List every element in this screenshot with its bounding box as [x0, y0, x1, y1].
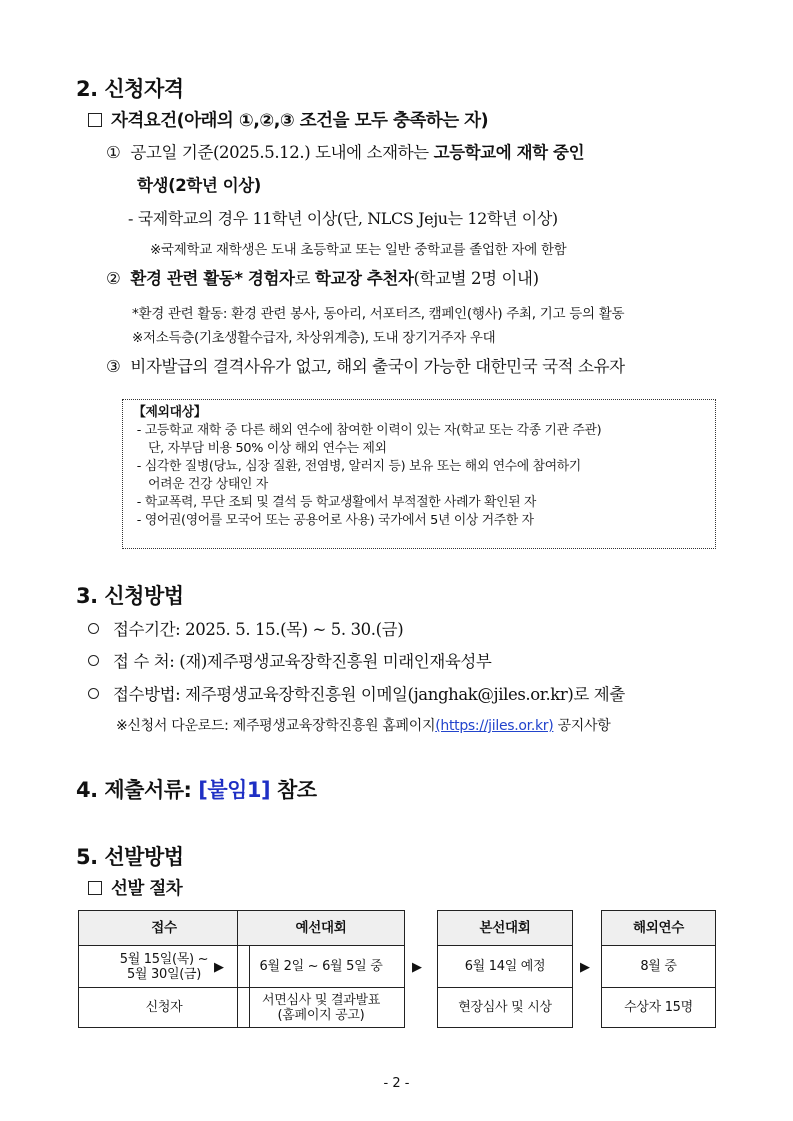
flow-step-desc: 서면심사 및 결과발표 (홈페이지 공고): [238, 987, 404, 1027]
exclusion-line: - 고등학교 재학 중 다른 해외 연수에 참여한 이력이 있는 자(학교 또는 각종 기관 주관): [133, 423, 602, 438]
checkbox-square-icon: [88, 881, 102, 895]
application-method-text: 접수방법: 제주평생교육장학진흥원 이메일(janghak@jiles.or.kr)로 제출: [113, 685, 625, 704]
page-number: - 2 -: [383, 1076, 410, 1091]
flow-step-desc: 신청자: [79, 987, 249, 1027]
procedure-title: 선발 절차: [111, 879, 183, 899]
exclusion-line: 단, 자부담 비용 50% 이상 해외 연수는 제외: [133, 441, 387, 456]
section-4-suffix: 참조: [270, 778, 317, 802]
requirement-3-text: 비자발급의 결격사유가 없고, 해외 출국이 가능한 대한민국 국적 소유자: [130, 357, 625, 376]
requirements-heading: [88, 107, 488, 132]
download-suffix: 공지사항: [553, 718, 611, 734]
requirement-1-note: ※국제학교 재학생은 도내 초등학교 또는 일반 중학교를 졸업한 자에 한함: [150, 242, 567, 258]
requirement-1-bold: 고등학교에 재학 중인: [433, 143, 585, 162]
exclusion-line: - 심각한 질병(당뇨, 심장 질환, 전염병, 알러지 등) 보유 또는 해외 연수에 참여하기: [133, 459, 581, 474]
application-period: [88, 616, 403, 640]
requirement-1-number: ①: [106, 143, 121, 162]
checkbox-square-icon: [88, 113, 102, 127]
flow-step-receipt: [78, 910, 250, 1028]
download-note: [116, 715, 610, 735]
requirement-2-note-2: ※저소득층(기초생활수급자, 차상위계층), 도내 장기거주자 우대: [132, 330, 496, 346]
flow-arrow-icon: ▶: [580, 960, 590, 975]
section-3-title: 3. 신청방법: [76, 584, 184, 608]
application-place-text: 접 수 처: (재)제주평생교육장학진흥원 미래인재육성부: [113, 652, 492, 671]
flow-step-head: 해외연수: [602, 911, 715, 945]
procedure-heading: [88, 875, 182, 900]
exclusions-box: [122, 399, 716, 549]
requirement-2-note-1: *환경 관련 활동: 환경 관련 봉사, 동아리, 서포터즈, 캠페인(행사) 주최, 기고 등의 활동: [132, 306, 625, 322]
flow-arrow-icon: ▶: [412, 960, 422, 975]
requirement-1-text: 공고일 기준(2025.5.12.) 도내에 소재하는: [130, 143, 434, 162]
application-method: [88, 681, 625, 705]
requirement-2-number: ②: [106, 269, 121, 288]
homepage-link[interactable]: (https://jiles.or.kr): [435, 718, 554, 734]
flow-step-date: 6월 2일 ~ 6월 5일 중: [238, 945, 404, 987]
application-period-text: 접수기간: 2025. 5. 15.(목) ~ 5. 30.(금): [113, 620, 404, 639]
requirement-1: [106, 139, 584, 163]
flow-step-date: 6월 14일 예정: [438, 945, 572, 987]
section-5-title: 5. 선발방법: [76, 845, 184, 869]
attachment-ref: [붙임1]: [198, 778, 271, 802]
requirement-1-continued: [137, 172, 261, 196]
section-4-label: 4. 제출서류:: [76, 778, 199, 802]
flow-step-preliminary: [237, 910, 405, 1028]
flow-step-date: 5월 15일(목) ~ 5월 30일(금): [79, 945, 249, 987]
download-prefix: ※신청서 다운로드: 제주평생교육장학진흥원 홈페이지: [116, 718, 436, 734]
bullet-circle-icon: [88, 688, 99, 699]
requirement-1-bold-2: 학생(2학년 이상): [137, 176, 261, 195]
bullet-circle-icon: [88, 655, 99, 666]
requirement-3: [106, 353, 625, 377]
section-4-title: [76, 774, 317, 804]
flow-arrow-icon: ▶: [214, 960, 224, 975]
flow-step-head: 본선대회: [438, 911, 572, 945]
exclusion-line: - 영어권(영어를 모국어 또는 공용어로 사용) 국가에서 5년 이상 거주한 자: [133, 513, 534, 528]
bullet-circle-icon: [88, 623, 99, 634]
application-place: [88, 648, 491, 672]
flow-step-date: 8월 중: [602, 945, 715, 987]
requirements-title: 자격요건(아래의 ①,②,③ 조건을 모두 충족하는 자): [111, 111, 489, 131]
requirement-1-sub: - 국제학교의 경우 11학년 이상(단, NLCS Jeju는 12학년 이상): [128, 209, 558, 228]
exclusion-line: - 학교폭력, 무단 조퇴 및 결석 등 학교생활에서 부적절한 사례가 확인된 자: [133, 495, 537, 510]
flow-step-desc: 현장심사 및 시상: [438, 987, 572, 1027]
flow-step-final: [437, 910, 573, 1028]
section-2-title: 2. 신청자격: [76, 77, 184, 101]
flow-step-head: 예선대회: [238, 911, 404, 945]
requirement-2-bold-b: 학교장 추천자: [314, 269, 414, 288]
flow-step-overseas: [601, 910, 716, 1028]
flow-step-head: 접수: [79, 911, 249, 945]
exclusions-title: 【제외대상】: [133, 405, 207, 420]
requirement-2-bold-a: 환경 관련 활동* 경험자: [130, 269, 295, 288]
exclusion-line: 어려운 건강 상태인 자: [133, 477, 268, 492]
requirement-2-text-a: 로: [294, 269, 315, 288]
requirement-2-text-b: (학교별 2명 이내): [413, 269, 539, 288]
flow-step-desc: 수상자 15명: [602, 987, 715, 1027]
requirement-3-number: ③: [106, 357, 121, 376]
requirement-2: [106, 265, 539, 289]
